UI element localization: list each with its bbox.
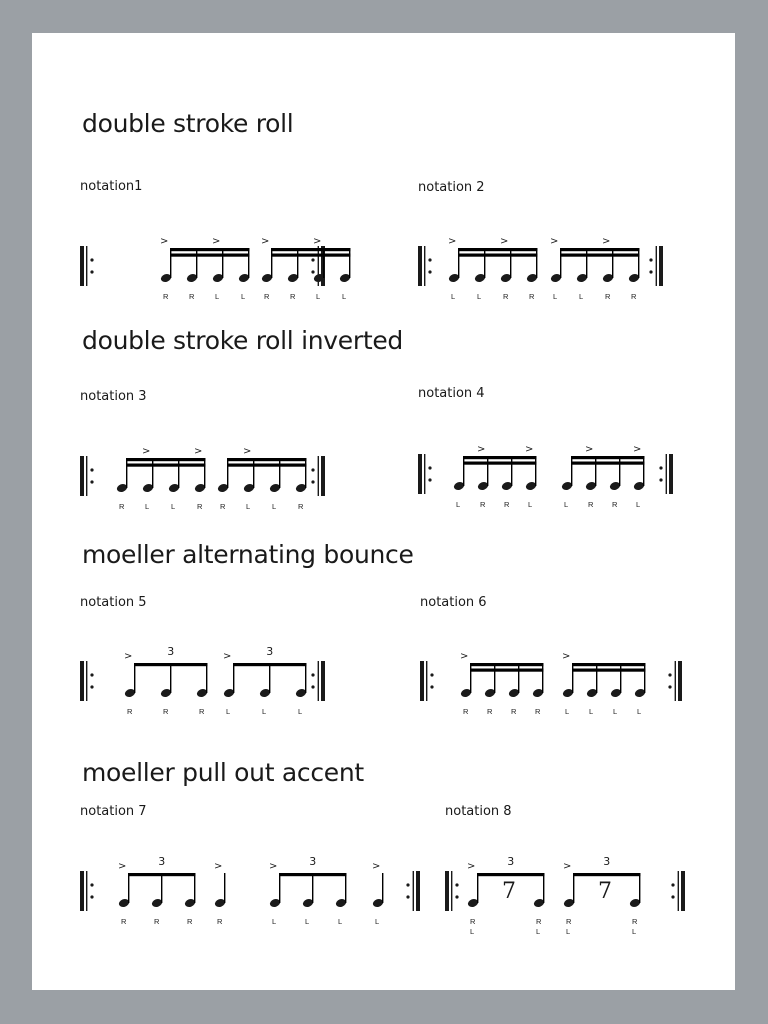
repeat-dot: [90, 258, 93, 261]
note-stem: [152, 458, 153, 488]
note-beam: [128, 873, 195, 876]
repeat-dot: [90, 270, 93, 273]
sticking-label: R: [487, 707, 493, 716]
note-stem: [297, 248, 298, 278]
repeat-thick-bar: [669, 454, 673, 494]
accent-mark: >: [214, 861, 223, 872]
repeat-thin-bar: [451, 871, 452, 911]
note-stem: [196, 248, 197, 278]
note-stem: [596, 663, 597, 693]
accent-mark: >: [261, 236, 270, 247]
sticking-label: L: [564, 500, 569, 509]
note-stem: [643, 456, 644, 486]
note-stem: [206, 663, 207, 693]
repeat-dot: [428, 258, 431, 261]
repeat-dot: [671, 883, 674, 886]
sticking-label: L: [241, 292, 246, 301]
note-beam: [571, 462, 644, 465]
repeat-thick-bar: [321, 661, 325, 701]
sticking-label: L: [613, 707, 618, 716]
sticking-label: L: [566, 927, 571, 936]
section-title: double stroke roll inverted: [82, 326, 403, 355]
sticking-label: L: [451, 292, 456, 301]
repeat-thin-bar: [86, 246, 87, 286]
note-stem: [510, 248, 511, 278]
sticking-label: L: [145, 502, 150, 511]
sticking-label: R: [197, 502, 203, 511]
note-beam: [470, 669, 543, 672]
notation-staff: [418, 416, 680, 531]
repeat-dot: [311, 270, 314, 273]
note-stem: [204, 458, 205, 488]
sticking-label: L: [636, 500, 641, 509]
note-stem: [536, 248, 537, 278]
repeat-thick-bar: [418, 246, 422, 286]
note-stem: [511, 456, 512, 486]
note-stem: [487, 456, 488, 486]
sticking-label: R: [612, 500, 618, 509]
note-stem: [170, 663, 171, 693]
note-beam: [134, 663, 207, 666]
sticking-label: R: [529, 292, 535, 301]
sticking-label: L: [305, 917, 310, 926]
sticking-label: L: [338, 917, 343, 926]
sticking-label: L: [477, 292, 482, 301]
note-stem: [484, 248, 485, 278]
note-stem: [269, 663, 270, 693]
repeat-thick-bar: [80, 246, 84, 286]
tuplet-number: 3: [507, 855, 515, 868]
sticking-label: L: [565, 707, 570, 716]
note-beam: [463, 456, 536, 459]
note-beam: [279, 873, 346, 876]
repeat-dot: [90, 895, 93, 898]
sticking-label: R: [163, 292, 169, 301]
sticking-label: L: [456, 500, 461, 509]
repeat-thick-bar: [80, 871, 84, 911]
note-beam: [170, 248, 249, 251]
note-stem: [639, 873, 640, 903]
sticking-label: R: [504, 500, 510, 509]
note-stem: [305, 458, 306, 488]
repeat-thin-bar: [318, 661, 319, 701]
sticking-label: R: [632, 917, 638, 926]
repeat-dot: [455, 883, 458, 886]
sticking-label: L: [470, 927, 475, 936]
repeat-thick-bar: [418, 454, 422, 494]
repeat-thick-bar: [416, 871, 420, 911]
accent-mark: >: [585, 444, 594, 455]
sticking-label: L: [262, 707, 267, 716]
sticking-label: L: [226, 707, 231, 716]
sticking-label: R: [536, 917, 542, 926]
note-beam: [126, 464, 205, 467]
note-stem: [595, 456, 596, 486]
notation-label: notation 3: [80, 389, 147, 404]
sticking-label: R: [121, 917, 127, 926]
note-stem: [560, 248, 561, 278]
repeat-dot: [649, 258, 652, 261]
repeat-thin-bar: [318, 456, 319, 496]
note-beam: [477, 873, 544, 876]
repeat-thin-bar: [656, 246, 657, 286]
notation-label: notation 2: [418, 180, 485, 195]
note-stem: [194, 873, 195, 903]
note-beam: [170, 254, 249, 257]
sticking-label: L: [536, 927, 541, 936]
repeat-dot: [455, 895, 458, 898]
note-stem: [477, 873, 478, 903]
note-stem: [345, 873, 346, 903]
repeat-thick-bar: [321, 456, 325, 496]
notation-staff: [418, 208, 670, 323]
note-beam: [271, 248, 350, 251]
note-stem: [248, 248, 249, 278]
note-stem: [279, 458, 280, 488]
repeat-dot: [90, 480, 93, 483]
sticking-label: R: [480, 500, 486, 509]
note-stem: [178, 458, 179, 488]
repeat-dot: [311, 258, 314, 261]
note-stem: [619, 456, 620, 486]
repeat-dot: [428, 478, 431, 481]
note-beam: [227, 458, 306, 461]
tuplet-number: 3: [158, 855, 166, 868]
note-beam: [233, 663, 306, 666]
notation-staff: [445, 833, 695, 948]
note-stem: [279, 873, 280, 903]
repeat-dot: [311, 673, 314, 676]
note-stem: [573, 873, 574, 903]
repeat-dot: [311, 468, 314, 471]
notation-label: notation 6: [420, 595, 487, 610]
note-beam: [458, 248, 537, 251]
repeat-dot: [659, 478, 662, 481]
note-stem: [305, 663, 306, 693]
repeat-thin-bar: [675, 661, 676, 701]
repeat-thin-bar: [413, 871, 414, 911]
note-beam: [458, 254, 537, 257]
note-stem: [543, 873, 544, 903]
note-stem: [161, 873, 162, 903]
repeat-dot: [428, 466, 431, 469]
sticking-label: R: [470, 917, 476, 926]
note-beam: [470, 663, 543, 666]
repeat-dot: [90, 685, 93, 688]
sticking-label: L: [553, 292, 558, 301]
notation-label: notation 4: [418, 386, 485, 401]
repeat-thick-bar: [80, 661, 84, 701]
repeat-thick-bar: [445, 871, 449, 911]
note-beam: [560, 254, 639, 257]
repeat-dot: [430, 685, 433, 688]
note-stem: [620, 663, 621, 693]
sticking-label: R: [199, 707, 205, 716]
section-title: moeller pull out accent: [82, 758, 364, 787]
sticking-label: L: [528, 500, 533, 509]
repeat-thin-bar: [678, 871, 679, 911]
eighth-rest-icon: 7: [598, 879, 612, 904]
accent-mark: >: [525, 444, 534, 455]
note-stem: [253, 458, 254, 488]
notation-label: notation1: [80, 179, 143, 194]
accent-mark: >: [118, 861, 127, 872]
sticking-label: R: [119, 502, 125, 511]
note-beam: [227, 464, 306, 467]
note-beam: [572, 669, 645, 672]
note-beam: [571, 456, 644, 459]
sticking-label: L: [246, 502, 251, 511]
accent-mark: >: [313, 236, 322, 247]
repeat-thick-bar: [678, 661, 682, 701]
notation-staff: [80, 418, 332, 533]
repeat-thick-bar: [659, 246, 663, 286]
accent-mark: >: [460, 651, 469, 662]
note-stem: [644, 663, 645, 693]
sticking-label: R: [566, 917, 572, 926]
note-stem: [349, 248, 350, 278]
note-stem: [227, 458, 228, 488]
note-stem: [170, 248, 171, 278]
repeat-dot: [659, 466, 662, 469]
accent-mark: >: [562, 651, 571, 662]
note-beam: [560, 248, 639, 251]
repeat-thin-bar: [86, 456, 87, 496]
sticking-label: R: [290, 292, 296, 301]
note-beam: [126, 458, 205, 461]
repeat-dot: [311, 480, 314, 483]
note-stem: [586, 248, 587, 278]
sticking-label: L: [215, 292, 220, 301]
accent-mark: >: [467, 861, 476, 872]
sticking-label: L: [272, 917, 277, 926]
repeat-thin-bar: [424, 246, 425, 286]
sticking-label: R: [217, 917, 223, 926]
sticking-label: R: [220, 502, 226, 511]
sticking-label: L: [298, 707, 303, 716]
sticking-label: L: [579, 292, 584, 301]
sticking-label: L: [171, 502, 176, 511]
notation-label: notation 5: [80, 595, 147, 610]
repeat-dot: [668, 673, 671, 676]
sticking-label: R: [264, 292, 270, 301]
repeat-thin-bar: [666, 454, 667, 494]
repeat-dot: [671, 895, 674, 898]
accent-mark: >: [223, 651, 232, 662]
notation-label: notation 8: [445, 804, 512, 819]
sticking-label: L: [637, 707, 642, 716]
note-stem: [222, 248, 223, 278]
tuplet-number: 3: [167, 645, 175, 658]
sticking-label: R: [588, 500, 594, 509]
note-stem: [470, 663, 471, 693]
repeat-dot: [311, 685, 314, 688]
accent-mark: >: [194, 446, 203, 457]
notation-staff: [80, 208, 347, 323]
tuplet-number: 3: [266, 645, 274, 658]
sticking-label: R: [187, 917, 193, 926]
sticking-label: R: [631, 292, 637, 301]
sticking-label: R: [605, 292, 611, 301]
note-beam: [573, 873, 640, 876]
accent-mark: >: [160, 236, 169, 247]
accent-mark: >: [500, 236, 509, 247]
sticking-label: L: [316, 292, 321, 301]
note-stem: [382, 873, 383, 903]
repeat-thin-bar: [86, 871, 87, 911]
repeat-dot: [90, 468, 93, 471]
sticking-label: L: [342, 292, 347, 301]
sticking-label: R: [463, 707, 469, 716]
notation-staff: [80, 833, 425, 948]
accent-mark: >: [243, 446, 252, 457]
repeat-dot: [430, 673, 433, 676]
sticking-label: R: [154, 917, 160, 926]
note-stem: [134, 663, 135, 693]
sticking-label: L: [272, 502, 277, 511]
notation-label: notation 7: [80, 804, 147, 819]
note-stem: [572, 663, 573, 693]
accent-mark: >: [269, 861, 278, 872]
notation-staff: [80, 623, 332, 738]
repeat-thick-bar: [420, 661, 424, 701]
note-beam: [271, 254, 350, 257]
accent-mark: >: [633, 444, 642, 455]
sticking-label: L: [375, 917, 380, 926]
sticking-label: L: [632, 927, 637, 936]
note-stem: [233, 663, 234, 693]
accent-mark: >: [142, 446, 151, 457]
repeat-dot: [668, 685, 671, 688]
accent-mark: >: [550, 236, 559, 247]
notation-staff: [420, 623, 692, 738]
repeat-thick-bar: [80, 456, 84, 496]
note-stem: [323, 248, 324, 278]
accent-mark: >: [124, 651, 133, 662]
accent-mark: >: [477, 444, 486, 455]
note-stem: [494, 663, 495, 693]
repeat-dot: [406, 895, 409, 898]
sticking-label: L: [589, 707, 594, 716]
eighth-rest-icon: 7: [502, 879, 516, 904]
sticking-label: R: [189, 292, 195, 301]
note-stem: [126, 458, 127, 488]
sheet-page: [32, 33, 735, 990]
sticking-label: R: [298, 502, 304, 511]
sticking-label: R: [535, 707, 541, 716]
tuplet-number: 3: [309, 855, 317, 868]
repeat-dot: [90, 883, 93, 886]
note-stem: [271, 248, 272, 278]
accent-mark: >: [602, 236, 611, 247]
accent-mark: >: [212, 236, 221, 247]
note-stem: [638, 248, 639, 278]
sticking-label: R: [511, 707, 517, 716]
note-stem: [463, 456, 464, 486]
repeat-thick-bar: [681, 871, 685, 911]
repeat-thin-bar: [86, 661, 87, 701]
accent-mark: >: [563, 861, 572, 872]
note-beam: [463, 462, 536, 465]
note-stem: [542, 663, 543, 693]
note-stem: [571, 456, 572, 486]
note-stem: [612, 248, 613, 278]
repeat-thin-bar: [424, 454, 425, 494]
repeat-dot: [649, 270, 652, 273]
note-stem: [128, 873, 129, 903]
accent-mark: >: [372, 861, 381, 872]
tuplet-number: 3: [603, 855, 611, 868]
sticking-label: R: [127, 707, 133, 716]
section-title: moeller alternating bounce: [82, 540, 414, 569]
note-stem: [312, 873, 313, 903]
accent-mark: >: [448, 236, 457, 247]
repeat-thin-bar: [426, 661, 427, 701]
repeat-dot: [428, 270, 431, 273]
sticking-label: R: [503, 292, 509, 301]
section-title: double stroke roll: [82, 109, 294, 138]
sticking-label: R: [163, 707, 169, 716]
repeat-dot: [90, 673, 93, 676]
repeat-dot: [406, 883, 409, 886]
note-stem: [458, 248, 459, 278]
note-beam: [572, 663, 645, 666]
note-stem: [518, 663, 519, 693]
note-stem: [535, 456, 536, 486]
note-stem: [224, 873, 225, 903]
